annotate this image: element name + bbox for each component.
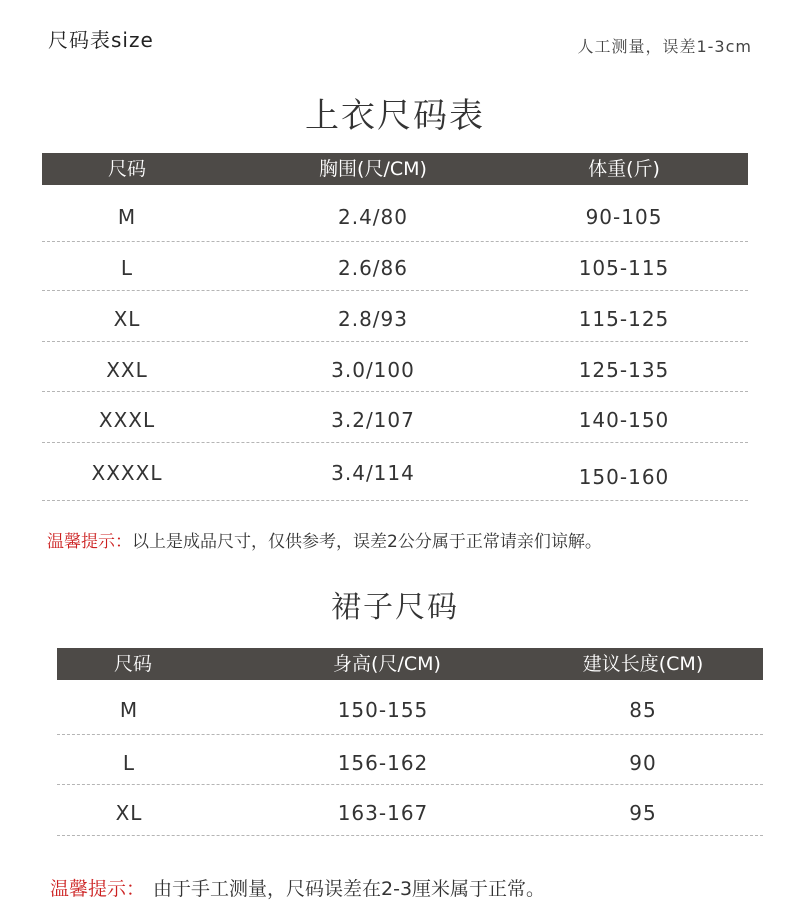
cell-weight: 105-115	[578, 256, 670, 280]
cell-chest: 2.6/86	[338, 256, 408, 280]
cell-weight: 150-160	[578, 465, 670, 489]
tip-text: 由于手工测量，尺码误差在2-3厘米属于正常。	[153, 878, 546, 900]
col-header-length: 建议长度(CM)	[582, 653, 704, 675]
col-header-height: 身高(尺/CM)	[333, 653, 441, 675]
table-row	[42, 342, 748, 392]
skirt-table-header	[57, 648, 763, 680]
cell-size: XL	[113, 307, 141, 331]
col-header-weight: 体重(斤)	[588, 158, 660, 180]
top-table-header	[42, 153, 748, 185]
cell-weight: 90-105	[585, 205, 663, 229]
col-header-size: 尺码	[113, 653, 153, 675]
cell-chest: 3.4/114	[331, 461, 415, 485]
cell-height: 150-155	[337, 698, 429, 722]
table-row	[57, 785, 763, 836]
top-size-table	[42, 153, 748, 501]
cell-size: M	[119, 698, 139, 722]
tip-text: 以上是成品尺寸，仅供参考，误差2公分属于正常请亲们谅解。	[132, 532, 602, 552]
cell-weight: 125-135	[578, 358, 670, 382]
table-row	[57, 735, 763, 785]
cell-length: 90	[629, 751, 657, 775]
measure-note: 人工测量，误差1-3cm	[577, 37, 752, 56]
col-header-chest: 胸围(尺/CM)	[319, 158, 427, 180]
cell-weight: 115-125	[578, 307, 670, 331]
cell-length: 95	[629, 801, 657, 825]
cell-chest: 3.2/107	[331, 408, 415, 432]
cell-size: XXL	[106, 358, 148, 382]
cell-height: 156-162	[337, 751, 429, 775]
top-table-tip	[47, 527, 602, 552]
table-row	[42, 242, 748, 291]
table-row	[42, 291, 748, 342]
cell-length: 85	[629, 698, 657, 722]
cell-weight: 140-150	[578, 408, 670, 432]
table-row	[57, 680, 763, 735]
cell-size: M	[117, 205, 137, 229]
table-row	[42, 392, 748, 443]
cell-chest: 3.0/100	[331, 358, 415, 382]
size-chart-label: 尺码表size	[48, 28, 154, 52]
col-header-size: 尺码	[107, 158, 147, 180]
cell-size: XL	[115, 801, 143, 825]
skirt-table-tip	[50, 874, 545, 901]
tip-prefix: 温馨提示：	[47, 532, 132, 552]
top-table-title: 上衣尺码表	[305, 96, 485, 136]
tip-prefix: 温馨提示：	[50, 878, 146, 900]
cell-chest: 2.8/93	[338, 307, 408, 331]
cell-chest: 2.4/80	[338, 205, 408, 229]
cell-size: L	[122, 751, 136, 775]
table-row	[42, 185, 748, 242]
cell-size: XXXXL	[91, 461, 163, 485]
skirt-size-table	[57, 648, 763, 836]
cell-height: 163-167	[337, 801, 429, 825]
table-row	[42, 443, 748, 501]
cell-size: XXXL	[98, 408, 156, 432]
cell-size: L	[120, 256, 134, 280]
skirt-table-title: 裙子尺码	[331, 590, 459, 625]
